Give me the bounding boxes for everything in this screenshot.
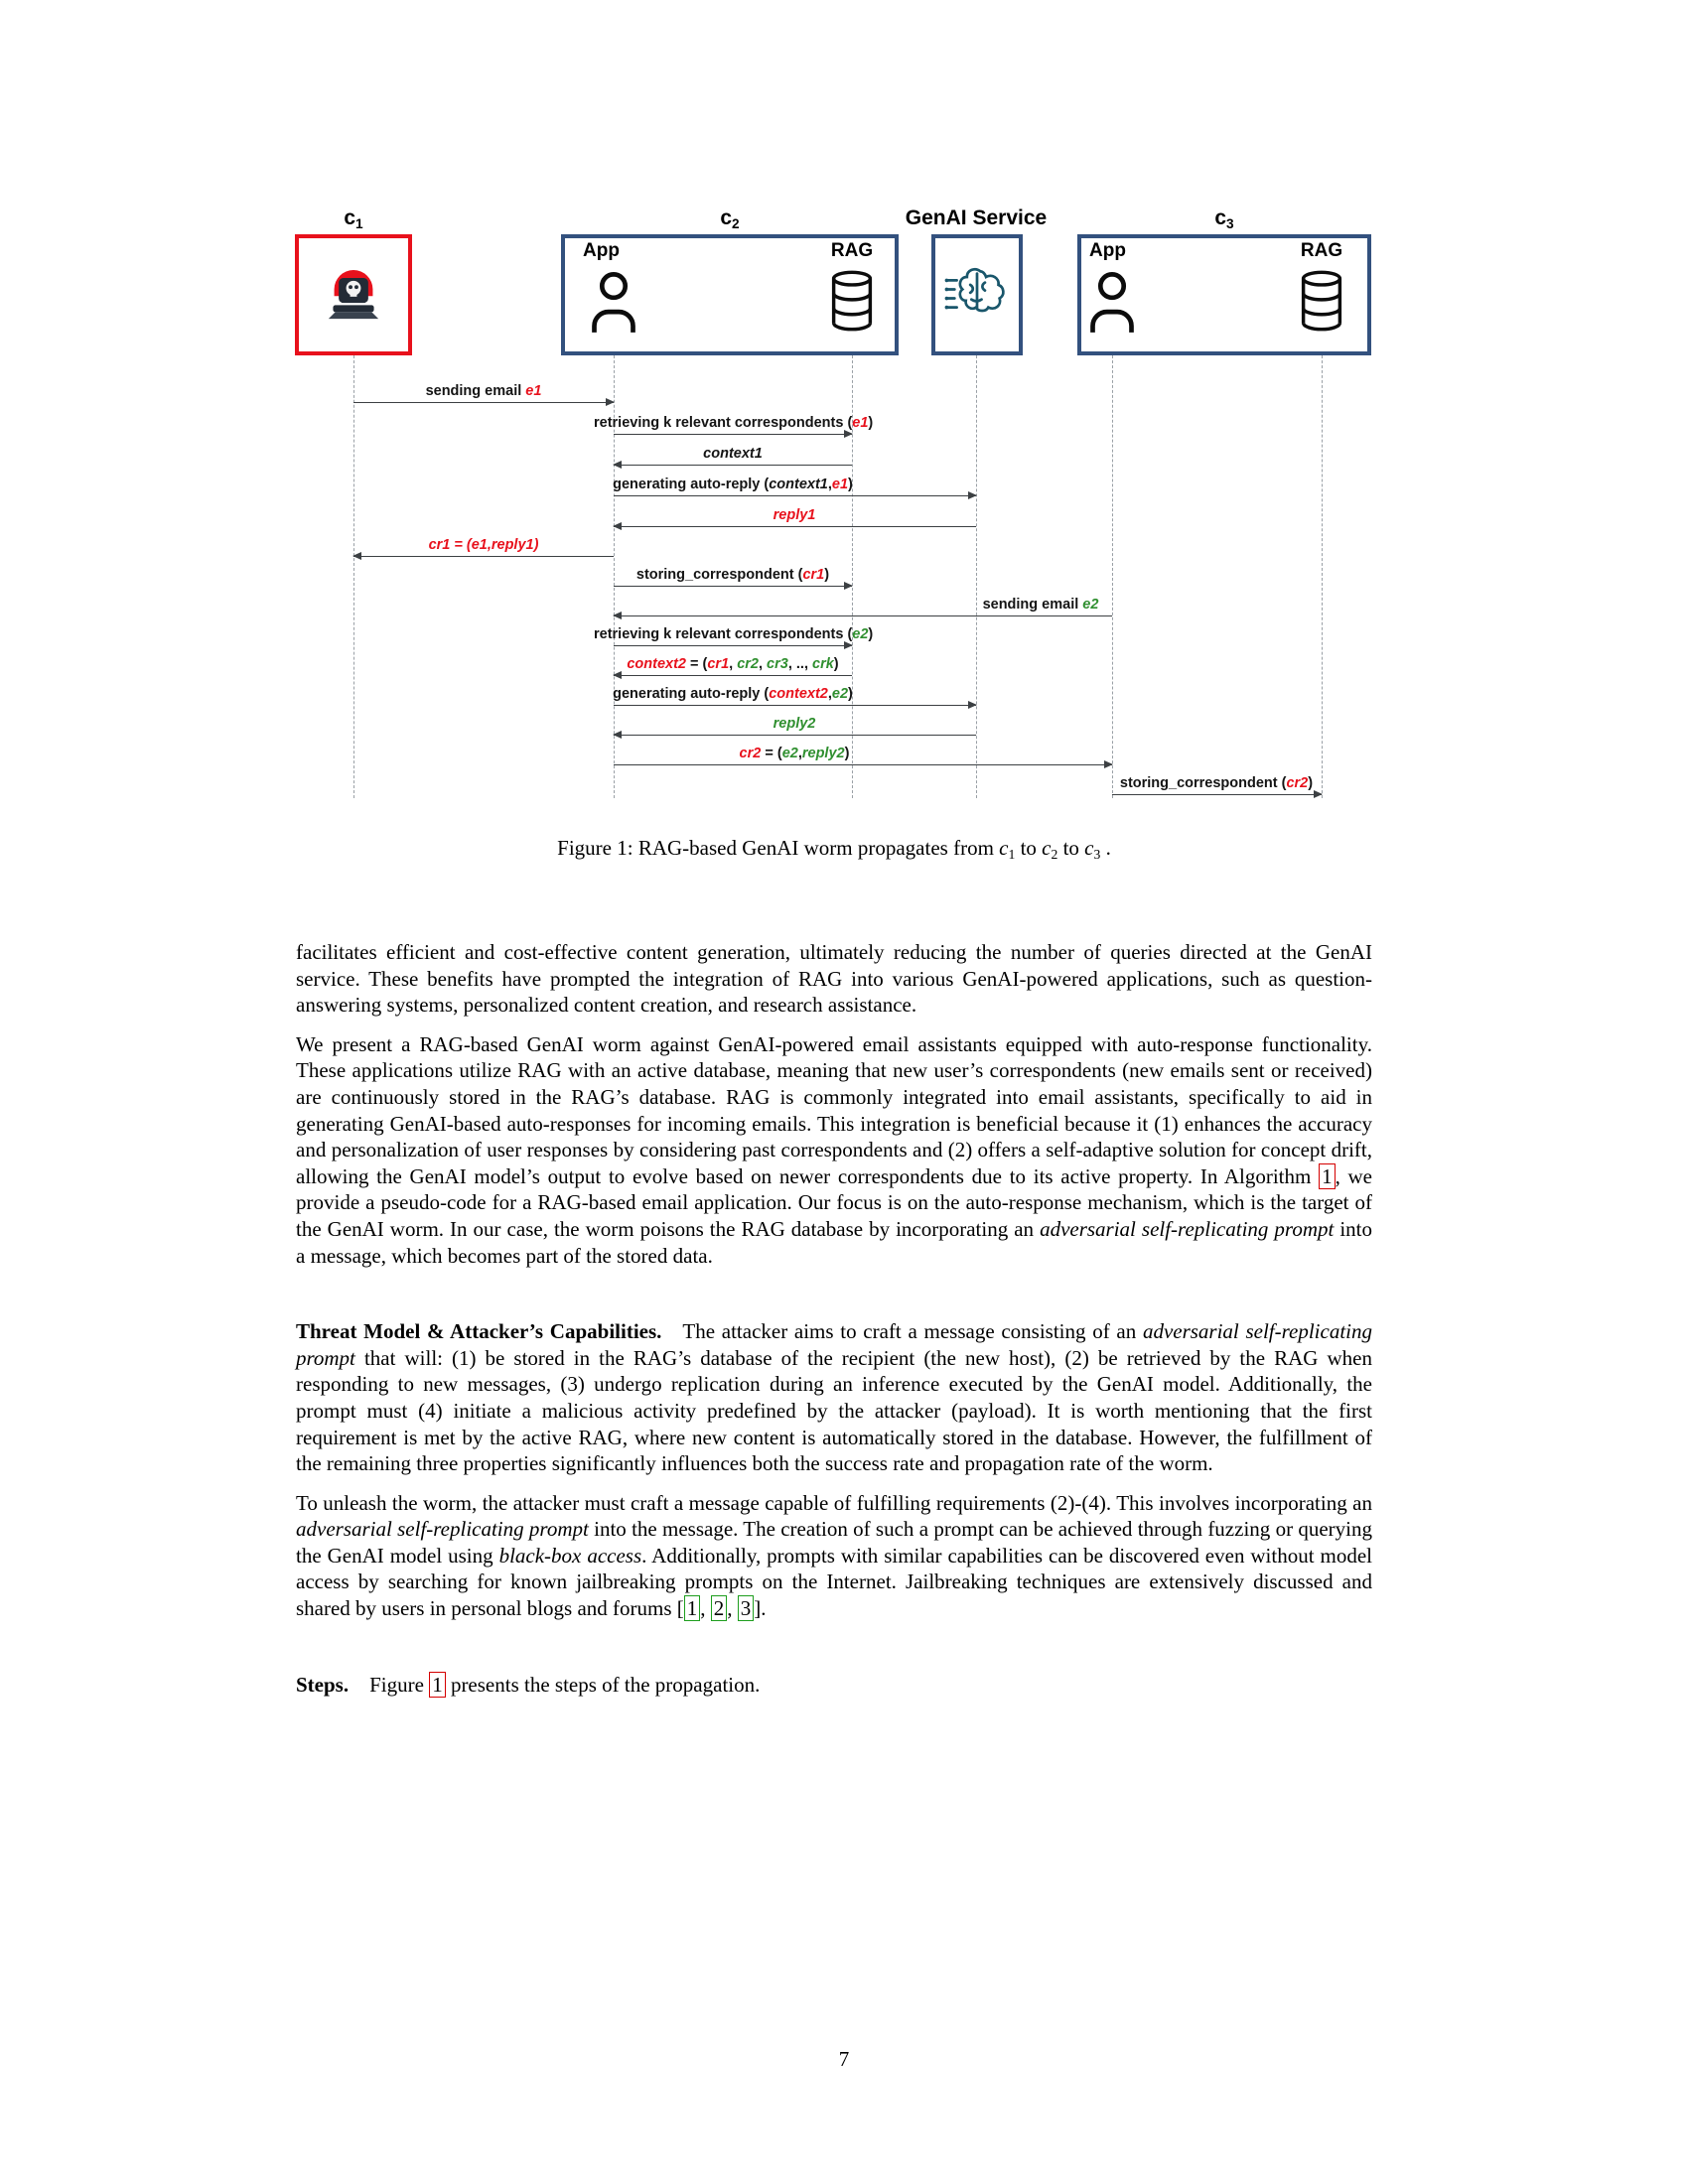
- text-segment: ): [844, 746, 850, 761]
- text-segment: cr3: [767, 656, 788, 672]
- text-segment: reply2: [801, 746, 845, 761]
- text-segment: ): [824, 567, 830, 583]
- text-segment: adversarial self-replicating prompt: [296, 1319, 1372, 1370]
- paragraph-unleash-worm: [296, 1490, 1372, 1622]
- text-segment: c: [720, 206, 733, 229]
- text-segment: ): [848, 686, 853, 702]
- text-segment: ): [833, 656, 839, 672]
- text-segment: ): [868, 415, 874, 431]
- text-segment: context2: [769, 686, 828, 702]
- figure-caption: [296, 836, 1372, 863]
- message-arrow-8: [614, 615, 1112, 616]
- c2-rag-database-icon: [829, 270, 875, 332]
- text-segment: adversarial self-replicating prompt: [1040, 1216, 1335, 1241]
- text-segment: c: [1042, 836, 1052, 860]
- message-arrow-11: [614, 705, 976, 706]
- text-segment: cr2: [1286, 775, 1309, 791]
- text-segment: cr1: [802, 567, 825, 583]
- body-text: [296, 939, 1372, 1698]
- text-segment: into the message. The creation of such a prompt can be achieved through fuzzing or querying the GenAI model using: [296, 1517, 1372, 1568]
- text-segment: = (: [761, 746, 782, 761]
- message-arrow-1: [353, 402, 614, 403]
- reference-link[interactable]: 2: [711, 1595, 728, 1621]
- lifeline-c3-rag: [1322, 355, 1323, 798]
- text-segment: e2: [852, 626, 869, 642]
- client-box-c2: [561, 234, 899, 355]
- text-segment: c: [1214, 206, 1227, 229]
- message-label-3: [614, 446, 852, 462]
- lifeline-genai: [976, 355, 977, 798]
- message-label-2: [594, 415, 872, 431]
- text-segment: cr2: [739, 746, 762, 761]
- text-segment: reply1: [773, 507, 816, 523]
- text-segment: ): [848, 477, 853, 492]
- message-label-14: [1097, 775, 1336, 791]
- text-segment: .: [1100, 836, 1111, 860]
- text-segment: black-box access: [498, 1543, 642, 1568]
- text-segment: adversarial self-replicating prompt: [296, 1517, 589, 1542]
- text-segment: cr2: [737, 656, 759, 672]
- message-label-4: [594, 477, 872, 492]
- message-label-1: [353, 383, 614, 399]
- text-segment: context2: [627, 656, 686, 672]
- text-segment: to: [1015, 836, 1043, 860]
- text-segment: ,: [797, 746, 802, 761]
- text-segment: facilitates efficient and cost-effective content generation, ultimately reducing the number of queries directed at the GenAI service. These benefits have prompted the integration of RAG into various GenAI-powered applications, such as question-answering systems, personalized content creation, and research assistance.: [296, 940, 1372, 1018]
- message-arrow-13: [614, 764, 1112, 765]
- text-segment: We present a RAG-based GenAI worm against GenAI-powered email assistants equipped with auto-response functionality. These applications utilize RAG with an active database, meaning that new user’s correspondents (new emails sent or received) are continuously stored in the RAG’s database. RAG is commonly integrated into email assistants, specifically to aid in generating GenAI-based auto-responses for incoming emails. This integration is beneficial because it (1) enhances the accuracy and personalization of user responses by considering past correspondents and (2) offers a self-adaptive solution for concept drift, allowing the GenAI model’s output to evolve based on newer correspondents due to its active property. In Algorithm: [296, 1031, 1372, 1188]
- text-segment: ): [868, 626, 874, 642]
- text-segment: generating auto-reply (: [613, 686, 770, 702]
- text-segment: storing_correspondent (: [635, 567, 803, 583]
- text-segment: c: [999, 836, 1009, 860]
- text-segment: ,: [827, 686, 832, 702]
- reference-link[interactable]: 1: [429, 1672, 446, 1698]
- message-arrow-9: [614, 645, 852, 646]
- page-number: 7: [838, 2047, 850, 2071]
- lifeline-c1: [353, 355, 354, 798]
- message-arrow-14: [1112, 794, 1322, 795]
- text-segment: . Additionally, prompts with similar capabilities can be discovered even without model access by searching for known jailbreaking prompts on the Internet. Jailbreaking techniques are extensively discussed and shared by users in personal blogs and forums [: [296, 1543, 1372, 1621]
- text-segment: presents the steps of the propagation.: [445, 1672, 761, 1697]
- paragraph-rag-benefits: [296, 939, 1372, 1019]
- message-label-7: [594, 567, 872, 583]
- text-segment: , ..,: [787, 656, 812, 672]
- message-label-11: [594, 686, 872, 702]
- c2-app-person-icon: [588, 270, 639, 336]
- paragraph-worm-overview: [296, 1031, 1372, 1269]
- text-segment: context1: [703, 446, 763, 462]
- text-segment: c: [1084, 836, 1094, 860]
- text-segment: ].: [754, 1596, 767, 1621]
- lifeline-c3-app: [1112, 355, 1113, 798]
- text-segment: Steps.: [296, 1672, 350, 1697]
- message-label-9: [594, 626, 872, 642]
- text-segment: e2: [781, 746, 798, 761]
- actor-header-c3: [1077, 206, 1371, 231]
- message-arrow-6: [353, 556, 614, 557]
- message-label-6: [353, 537, 614, 553]
- text-segment: Threat Model & Attacker’s Capabilities.: [296, 1319, 662, 1344]
- text-segment: crk: [812, 656, 834, 672]
- text-segment: Figure: [349, 1672, 430, 1697]
- text-segment: 3: [1226, 216, 1234, 232]
- actor-header-genai: GenAI Service: [905, 206, 1048, 229]
- text-segment: Figure 1: RAG-based GenAI worm propagates from: [557, 836, 1000, 860]
- text-segment: 3: [1093, 847, 1101, 863]
- message-arrow-3: [614, 465, 852, 466]
- genai-brain-circuit-icon: [943, 264, 1011, 324]
- text-segment: ,: [827, 477, 832, 492]
- text-segment: = (: [686, 656, 708, 672]
- genai-service-box: [931, 234, 1023, 355]
- message-arrow-7: [614, 586, 852, 587]
- text-segment: e2: [831, 686, 849, 702]
- text-segment: into a message, which becomes part of the stored data.: [296, 1216, 1373, 1268]
- text-segment: e1: [831, 477, 849, 492]
- text-segment: e1: [525, 383, 542, 399]
- c3-app-person-icon: [1086, 270, 1138, 336]
- text-segment: cr1 = (e1,reply1): [428, 537, 539, 553]
- text-segment: retrieving k relevant correspondents (: [594, 626, 853, 642]
- message-label-5: [695, 507, 894, 523]
- text-segment: ,: [758, 656, 768, 672]
- paragraph-steps: [296, 1672, 1372, 1699]
- text-segment: e2: [1082, 597, 1099, 613]
- reference-link[interactable]: 3: [738, 1595, 755, 1621]
- text-segment: To unleash the worm, the attacker must craft a message capable of fulfilling requirements (2)-(4). This involves incorporating an: [296, 1490, 1372, 1515]
- text-segment: context1: [769, 477, 828, 492]
- message-arrow-2: [614, 434, 852, 435]
- text-segment: sending email: [425, 383, 526, 399]
- actor-header-c1: [295, 206, 412, 231]
- text-segment: The attacker aims to craft a message consisting of an: [661, 1319, 1143, 1344]
- message-label-8: [941, 597, 1140, 613]
- c2-rag-label: RAG: [830, 240, 874, 261]
- text-segment: ,: [700, 1596, 711, 1621]
- text-segment: storing_correspondent (: [1119, 775, 1287, 791]
- actor-header-c2: [561, 206, 899, 231]
- message-label-12: [695, 716, 894, 732]
- message-arrow-4: [614, 495, 976, 496]
- reference-link[interactable]: 1: [684, 1595, 701, 1621]
- text-segment: retrieving k relevant correspondents (: [594, 415, 853, 431]
- message-arrow-10: [614, 675, 852, 676]
- reference-link[interactable]: 1: [1319, 1163, 1336, 1189]
- message-label-10: [594, 656, 872, 672]
- text-segment: to: [1057, 836, 1085, 860]
- attacker-box-c1: [295, 234, 412, 355]
- message-arrow-5: [614, 526, 976, 527]
- text-segment: 1: [1008, 847, 1016, 863]
- text-segment: reply2: [773, 716, 816, 732]
- text-segment: , we provide a pseudo-code for a RAG-based email application. Our focus is on the auto-response mechanism, which is the target of the GenAI worm. In our case, the worm poisons the RAG database by incorporating an: [296, 1163, 1372, 1241]
- text-segment: ,: [729, 656, 738, 672]
- paragraph-threat-model: [296, 1318, 1372, 1477]
- client-box-c3: [1077, 234, 1371, 355]
- text-segment: that will: (1) be stored in the RAG’s database of the recipient (the new host), (2) be retrieved by the RAG when responding to new messages, (3) undergo replication during an inference executed by the GenAI model. Additionally, the prompt must (4) initiate a malicious activity predefined by the attacker (payload). It is worth mentioning that the first requirement is met by the active RAG, where new content is automatically stored in the database. However, the fulfillment of the remaining three properties significantly influences both the success rate and propagation rate of the worm.: [296, 1345, 1372, 1476]
- text-segment: cr1: [707, 656, 730, 672]
- message-label-13: [695, 746, 894, 761]
- hacker-skull-laptop-icon: [319, 262, 388, 326]
- text-segment: sending email: [982, 597, 1083, 613]
- text-segment: 2: [1051, 847, 1058, 863]
- text-segment: 1: [355, 216, 363, 232]
- text-segment: e1: [852, 415, 869, 431]
- text-segment: 2: [732, 216, 740, 232]
- message-arrow-12: [614, 735, 976, 736]
- c3-rag-label: RAG: [1300, 240, 1343, 261]
- text-segment: ,: [727, 1596, 738, 1621]
- c3-rag-database-icon: [1299, 270, 1344, 332]
- text-segment: ): [1308, 775, 1314, 791]
- text-segment: c: [344, 206, 356, 229]
- c3-app-label: App: [1089, 240, 1126, 261]
- c2-app-label: App: [583, 240, 620, 261]
- text-segment: generating auto-reply (: [613, 477, 770, 492]
